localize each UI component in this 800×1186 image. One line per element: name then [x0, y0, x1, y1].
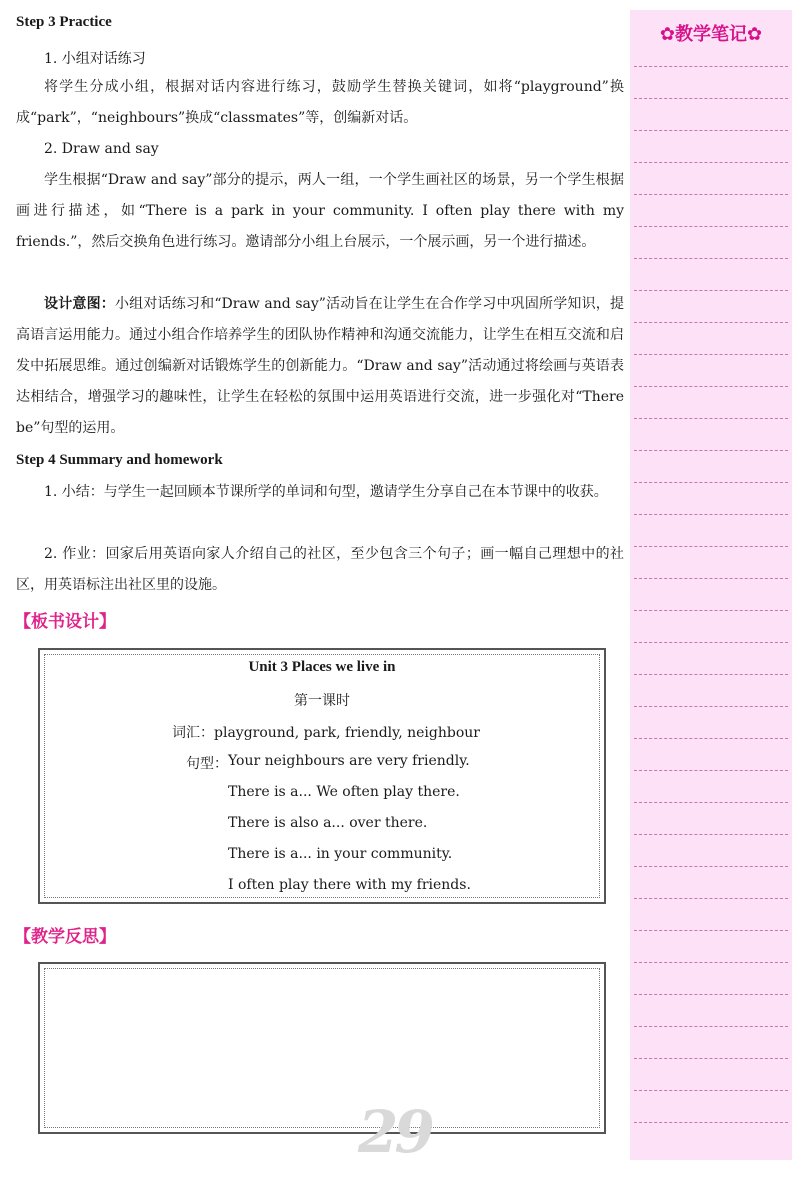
notes-line: [634, 418, 788, 419]
design-intent: [16, 289, 624, 444]
notes-line: [634, 706, 788, 707]
notes-line: [634, 66, 788, 67]
notes-line: [634, 642, 788, 643]
page-number: 29: [358, 1098, 431, 1166]
notes-line: [634, 898, 788, 899]
notes-line: [634, 578, 788, 579]
step3-title: Step 3 Practice: [16, 14, 112, 30]
step3-item2-title: 2. Draw and say: [44, 141, 159, 157]
board-pattern: I often play there with my friends.: [228, 877, 471, 893]
notes-line: [634, 194, 788, 195]
board-pattern-label: 句型：: [186, 756, 228, 772]
notes-line: [634, 226, 788, 227]
step3-item1-text: 将学生分成小组，根据对话内容进行练习，鼓励学生替换关键词，如将“playground”换成“park”，“neighbours”换成“classmates”等，创编新对话。: [16, 79, 624, 126]
board-lesson: 第一课时: [294, 693, 350, 709]
reflection-heading: 【教学反思】: [14, 927, 116, 947]
notes-line: [634, 1058, 788, 1059]
design-intent-label: 设计意图：: [44, 296, 115, 312]
notes-line: [634, 962, 788, 963]
board-pattern: Your neighbours are very friendly.: [228, 753, 470, 769]
notes-line: [634, 1026, 788, 1027]
notes-line: [634, 258, 788, 259]
notes-line: [634, 770, 788, 771]
notes-column: [630, 10, 792, 1160]
notes-line: [634, 610, 788, 611]
notes-line: [634, 514, 788, 515]
notes-line: [634, 98, 788, 99]
notes-line: [634, 834, 788, 835]
notes-line: [634, 738, 788, 739]
notes-line: [634, 1090, 788, 1091]
notes-line: [634, 354, 788, 355]
board-pattern: There is also a... over there.: [228, 815, 428, 831]
step4-item1: 1. 小结：与学生一起回顾本节课所学的单词和句型，邀请学生分享自己在本节课中的收获。: [44, 484, 608, 500]
notes-line: [634, 994, 788, 995]
step4-item2: 2. 作业：回家后用英语向家人介绍自己的社区，至少包含三个句子；画一幅自己理想中的社区，用英语标注出社区里的设施。: [16, 546, 624, 593]
notes-title: ✿教学笔记✿: [659, 24, 763, 45]
notes-line: [634, 130, 788, 131]
board-heading: 【板书设计】: [14, 612, 116, 632]
board-vocab: 词汇：playground, park, friendly, neighbour: [172, 725, 480, 741]
board-pattern: There is a... We often play there.: [228, 784, 460, 800]
notes-line: [634, 162, 788, 163]
reflection-box-border: [44, 968, 600, 1128]
board-pattern: There is a... in your community.: [228, 846, 453, 862]
notes-line: [634, 802, 788, 803]
board-unit-title: Unit 3 Places we live in: [248, 659, 396, 675]
notes-line: [634, 386, 788, 387]
step3-item1-title: 1. 小组对话练习: [44, 51, 146, 67]
notes-line: [634, 1122, 788, 1123]
notes-line: [634, 322, 788, 323]
notes-line: [634, 674, 788, 675]
notes-line: [634, 290, 788, 291]
step3-item2-text: 学生根据“Draw and say”部分的提示，两人一组，一个学生画社区的场景，另一个学生根据画进行描述，如“There is a park in your community. I often play there with my friends.”，然后交换角色进行练习。邀请部分小组上台展示，一个展示画，另一个进行描述。: [16, 172, 624, 250]
board-box: [38, 648, 606, 904]
notes-line: [634, 866, 788, 867]
step4-title: Step 4 Summary and homework: [16, 452, 223, 468]
notes-line: [634, 546, 788, 547]
notes-line: [634, 450, 788, 451]
notes-line: [634, 482, 788, 483]
notes-line: [634, 930, 788, 931]
reflection-box: [38, 962, 606, 1134]
design-intent-text: 小组对话练习和“Draw and say”活动旨在让学生在合作学习中巩固所学知识，提高语言运用能力。通过小组合作培养学生的团队协作精神和沟通交流能力，让学生在相互交流和启发中拓展思维。通过创编新对话锻炼学生的创新能力。“Draw and say”活动通过将绘画与英语表达相结合，增强学习的趣味性，让学生在轻松的氛围中运用英语进行交流，进一步强化对“There be”句型的运用。: [16, 296, 624, 436]
